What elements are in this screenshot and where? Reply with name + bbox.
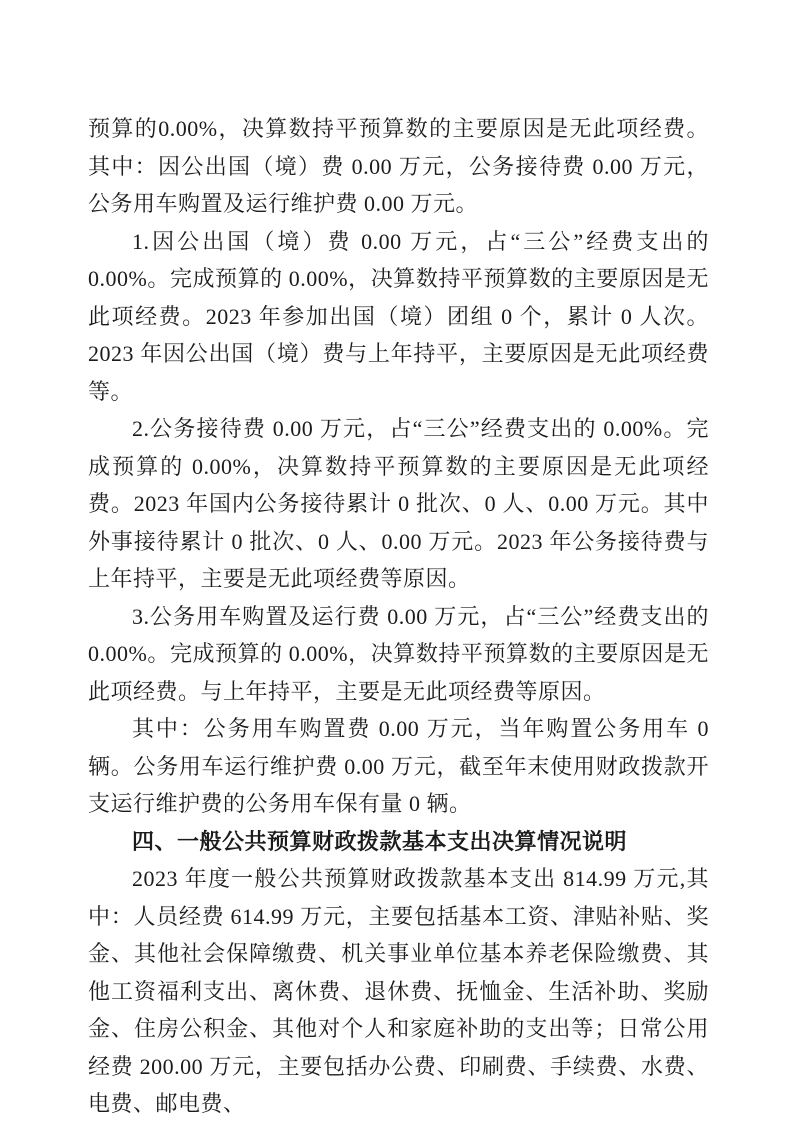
paragraph: 预算的0.00%，决算数持平预算数的主要原因是无此项经费。其中：因公出国（境）费 0.00 万元，公务接待费 0.00 万元，公务用车购置及运行维护费 0.00 万元。 bbox=[88, 116, 709, 216]
paragraph: 其中：公务用车购置费 0.00 万元，当年购置公务用车 0 辆。公务用车运行维护费 0.00 万元，截至年末使用财政拨款开支运行维护费的公务用车保有量 0 辆。 bbox=[88, 716, 709, 816]
document-body bbox=[88, 110, 709, 1122]
section-heading: 四、一般公共预算财政拨款基本支出决算情况说明 bbox=[132, 828, 628, 854]
paragraph: 3.公务用车购置及运行费 0.00 万元，占“三公”经费支出的 0.00%。完成预算的 0.00%，决算数持平预算数的主要原因是无此项经费。与上年持平，主要是无此项经费等原因。 bbox=[88, 603, 709, 704]
paragraph: 1.因公出国（境）费 0.00 万元，占“三公”经费支出的 0.00%。完成预算的 0.00%，决算数持平预算数的主要原因是无此项经费。2023 年参加出国（境）团组 0 个，累计 0 人次。2023 年因公出国（境）费与上年持平，主要原因是无此项经费等。 bbox=[88, 228, 709, 404]
paragraph: 2023 年度一般公共预算财政拨款基本支出 814.99 万元,其中：人员经费 614.99 万元，主要包括基本工资、津贴补贴、奖金、其他社会保障缴费、机关事业单位基本养老保险缴费、其他工资福利支出、离休费、退休费、抚恤金、生活补助、奖励金、住房公积金、其他对个人和家庭补助的支出等；日常公用经费 200.00 万元，主要包括办公费、印刷费、手续费、水费、电费、邮电费、 bbox=[88, 866, 709, 1116]
paragraph: 2.公务接待费 0.00 万元，占“三公”经费支出的 0.00%。完成预算的 0.00%，决算数持平预算数的主要原因是无此项经费。2023 年国内公务接待累计 0 批次、0 人、0.00 万元。其中外事接待累计 0 批次、0 人、0.00 万元。2023 年公务接待费与上年持平，主要是无此项经费等原因。 bbox=[88, 416, 709, 591]
